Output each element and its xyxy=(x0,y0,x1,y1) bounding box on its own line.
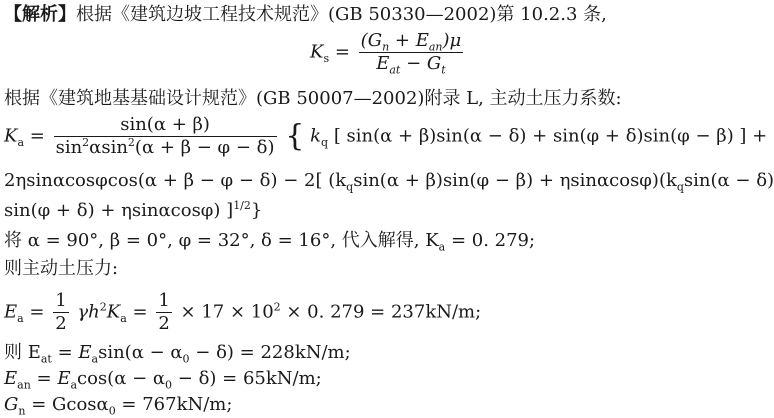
code-reference-text: 根据《建筑地基基础设计规范》(GB 50007—2002)附录 L, 主动土压力系数: xyxy=(4,88,622,109)
bracket-open: 【 xyxy=(4,4,22,25)
ea-formula xyxy=(4,290,481,335)
gn-formula: $G_n = Gcos\alpha_0 = 767kN/m$; xyxy=(4,394,233,418)
ka-denominator: $\sin^2\alpha\sin^2(\alpha + \beta - \varphi - \delta)$ xyxy=(55,136,275,158)
gn-prefix: G xyxy=(4,394,19,415)
ea-lhs: E xyxy=(4,301,18,323)
ea-frac-2: $\frac{1}{2}$ xyxy=(158,290,170,334)
substitution-text: 将 α = 90°, β = 0°, φ = 32°, δ = 16°, 代入解得, K xyxy=(4,230,439,251)
intro-text: 根据《建筑边坡工程技术规范》(GB 50330—2002)第 10.2.3 条, xyxy=(76,4,607,25)
substitution-result: = 0. 279; xyxy=(445,230,536,251)
pressure-heading-text: 则主动土压力: xyxy=(4,258,119,279)
ks-fraction xyxy=(359,30,464,75)
ks-numerator: $(G_n + E_{an})\mu$ xyxy=(360,30,462,54)
ks-eq: = xyxy=(334,41,350,63)
ka-line2-sub2: q xyxy=(676,180,684,194)
ka-numerator: sin(α + β) xyxy=(54,114,277,137)
ea-k-sub: a xyxy=(120,312,127,326)
ean-formula: $E_{an} = E_a\cos(\alpha - \alpha_0 - \delta) = 65kN/m$; xyxy=(4,368,322,392)
ea-sup2: 2 xyxy=(273,300,281,314)
ea-lhs-sub: a xyxy=(17,312,24,326)
ks-lhs: K xyxy=(310,41,324,63)
ks-lhs-sub: s xyxy=(323,52,330,66)
ea-sup: 2 xyxy=(99,300,107,314)
ka-kq: k xyxy=(310,125,322,147)
ka-formula-line3 xyxy=(4,200,262,222)
ea-eq: = xyxy=(23,301,51,323)
ka-kq-sub: q xyxy=(321,136,329,150)
ea-frac-1: $\frac{1}{2}$ xyxy=(55,290,67,334)
eat-prefix: 则 E xyxy=(4,342,41,363)
substitution-line xyxy=(4,230,535,252)
ka-line2-start: 2ηsinαcosφcos(α + β − φ − δ) − 2[ (k xyxy=(4,170,347,191)
ka-eq: = xyxy=(29,125,45,147)
code-reference-line xyxy=(4,88,622,110)
ka-line2-mid: sin(α + β)sin(φ − β) + ηsinαcosφ)(k xyxy=(353,170,677,191)
ka-line2-sub: q xyxy=(346,180,354,194)
ka-line2-end: sin(α − δ) xyxy=(683,170,774,191)
ka-part1-rest: [ sin(α + β)sin(α − δ) + sin(φ + δ)sin(φ − β) ] + xyxy=(333,125,768,147)
brace-open: { xyxy=(285,118,305,154)
ea-result2: × 0. 279 = 237kN/m; xyxy=(280,301,482,323)
ean-prefix: E xyxy=(4,368,18,389)
ka-lhs-sub: a xyxy=(17,136,25,150)
ka-formula-line1 xyxy=(4,114,767,159)
bracket-close: 】 xyxy=(58,4,76,25)
pressure-heading xyxy=(4,258,118,280)
ks-denominator: $E_{at} - G_t$ xyxy=(376,53,446,77)
ka-lhs: K xyxy=(4,125,18,147)
ea-middle: γh xyxy=(77,301,100,323)
ks-formula xyxy=(310,30,466,75)
ea-result: × 17 × 10 xyxy=(180,301,274,323)
intro-line xyxy=(4,4,607,26)
eat-formula: 则 $E_{at} = E_a\sin(\alpha - \alpha_0 - \delta) = 228kN/m$; xyxy=(4,342,351,366)
ea-eq2: = xyxy=(126,301,154,323)
ka-formula-line2 xyxy=(4,170,774,192)
ka-line3: sin(φ + δ) + ηsinαcosφ) ] xyxy=(4,200,234,221)
ka-line3-sup: 1/2 xyxy=(233,199,251,212)
ka-fraction xyxy=(54,114,277,159)
ka-line3-end: } xyxy=(250,200,263,221)
analysis-tag: 解析 xyxy=(22,4,58,25)
substitution-sub: a xyxy=(438,240,446,254)
ea-k: K xyxy=(106,301,121,323)
